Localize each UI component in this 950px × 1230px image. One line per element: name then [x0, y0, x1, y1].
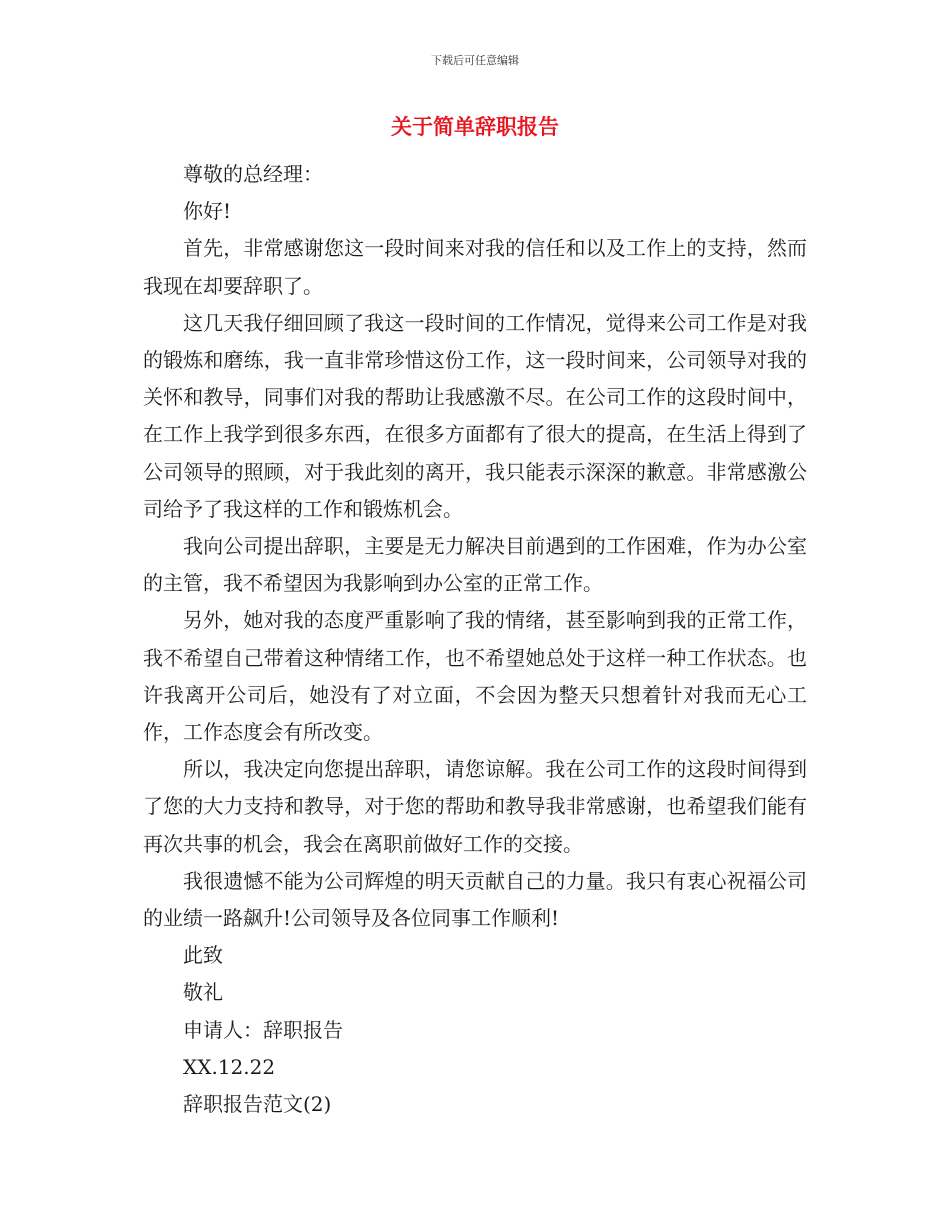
closing-line-2: 敬礼	[183, 980, 223, 1005]
paragraph-wishes: 我很遗憾不能为公司辉煌的明天贡献自己的力量。我只有衷心祝福公司的业绩一路飙升!公司领导及各位同事工作顺利!	[143, 868, 807, 931]
header-note: 下载后可任意编辑	[431, 54, 519, 67]
paragraph-decision: 所以，我决定向您提出辞职，请您谅解。我在公司工作的这段时间得到了您的大力支持和教导，对于您的帮助和教导我非常感谢，也希望我们能有再次共事的机会，我会在离职前做好工作的交接。	[143, 757, 807, 856]
next-section-heading: 辞职报告范文(2)	[183, 1092, 332, 1117]
paragraph-reason: 我向公司提出辞职，主要是无力解决目前遇到的工作困难，作为办公室的主管，我不希望因为我影响到办公室的正常工作。	[143, 534, 807, 596]
salutation: 尊敬的总经理：	[183, 162, 323, 186]
paragraph-attitude: 另外，她对我的态度严重影响了我的情绪，甚至影响到我的正常工作，我不希望自己带着这种情绪工作，也不希望她总处于这样一种工作状态。也许我离开公司后，她没有了对立面，不会因为整天只想着针对我而无心工作，工作态度会有所改变。	[143, 608, 807, 745]
letter-body	[143, 156, 807, 1123]
closing-line-1: 此致	[183, 943, 223, 968]
document-title: 关于简单辞职报告	[391, 114, 559, 139]
applicant-line: 申请人：辞职报告	[183, 1017, 343, 1042]
paragraph-thanks: 首先，非常感谢您这一段时间来对我的信任和以及工作上的支持，然而我现在却要辞职了。	[143, 236, 807, 298]
date-line: XX.12.22	[183, 1054, 276, 1079]
greeting: 你好!	[183, 199, 232, 224]
paragraph-review: 这几天我仔细回顾了我这一段时间的工作情况，觉得来公司工作是对我的锻炼和磨练，我一直非常珍惜这份工作，这一段时间来，公司领导对我的关怀和教导，同事们对我的帮助让我感激不尽。在公司工作的这段时间中，在工作上我学到很多东西，在很多方面都有了很大的提高，在生活上得到了公司领导的照顾，对于我此刻的离开，我只能表示深深的歉意。非常感激公司给予了我这样的工作和锻炼机会。	[143, 310, 807, 521]
